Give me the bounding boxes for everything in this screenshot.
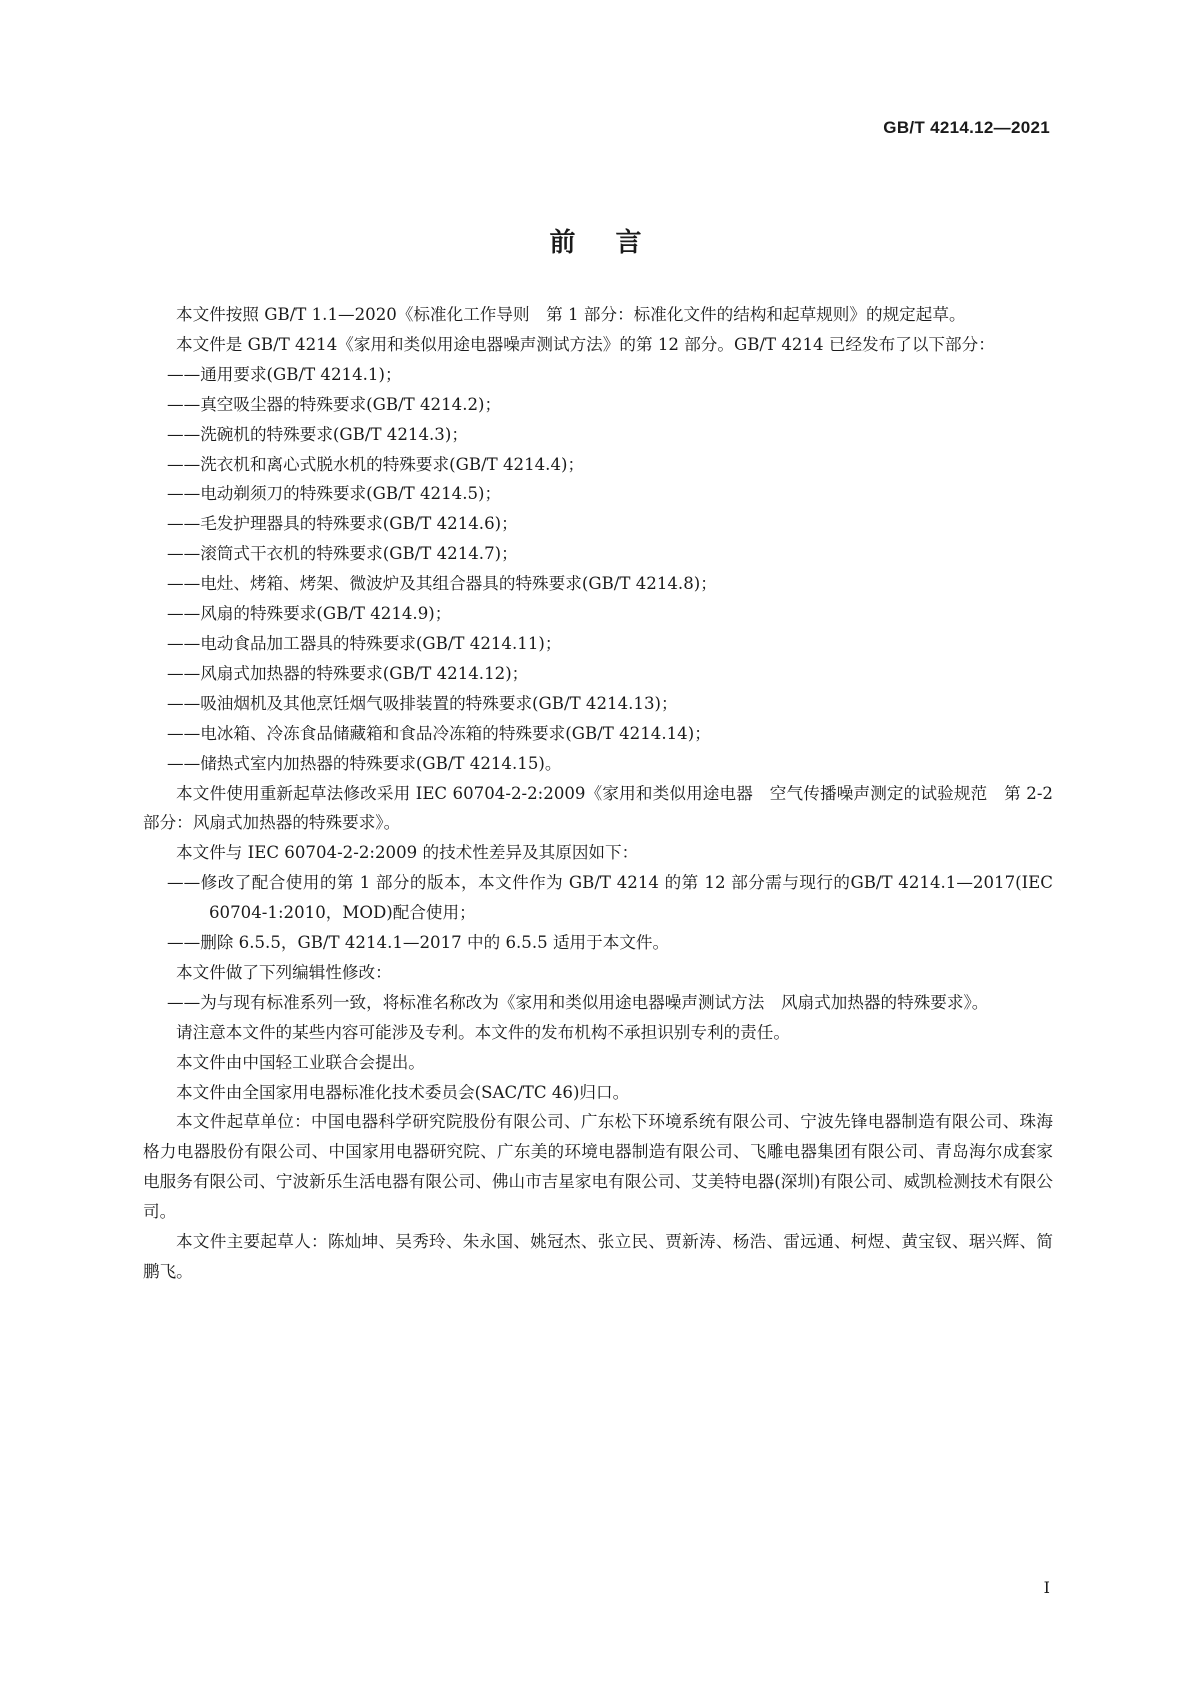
paragraph-adoption: 本文件使用重新起草法修改采用 IEC 60704-2-2:2009《家用和类似用途电器 空气传播噪声测定的试验规范 第 2-2 部分：风扇式加热器的特殊要求》。 <box>143 783 1053 833</box>
list-item: ——电冰箱、冷冻食品储藏箱和食品冷冻箱的特殊要求(GB/T 4214.14)； <box>167 723 711 743</box>
paragraph-patent: 请注意本文件的某些内容可能涉及专利。本文件的发布机构不承担识别专利的责任。 <box>176 1022 790 1042</box>
paragraph-proposer: 本文件由中国轻工业联合会提出。 <box>176 1052 425 1072</box>
standard-number: GB/T 4214.12—2021 <box>883 118 1050 137</box>
paragraph-drafting-units: 本文件起草单位：中国电器科学研究院股份有限公司、广东松下环境系统有限公司、宁波先锋电器制造有限公司、珠海格力电器股份有限公司、中国家用电器研究院、广东美的环境电器制造有限公司、飞雕电器集团有限公司、青岛海尔成套家电服务有限公司、宁波新乐生活电器有限公司、佛山市吉星家电有限公司、艾美特电器(深圳)有限公司、威凯检测技术有限公司。 <box>143 1112 1053 1222</box>
list-item: ——洗衣机和离心式脱水机的特殊要求(GB/T 4214.4)； <box>167 454 585 474</box>
page-number: I <box>1043 1578 1050 1597</box>
list-item: ——毛发护理器具的特殊要求(GB/T 4214.6)； <box>167 514 518 534</box>
list-item: ——吸油烟机及其他烹饪烟气吸排装置的特殊要求(GB/T 4214.13)； <box>167 693 678 713</box>
paragraph-differences: 本文件与 IEC 60704-2-2:2009 的技术性差异及其原因如下： <box>176 843 639 863</box>
list-item: ——风扇式加热器的特殊要求(GB/T 4214.12)； <box>167 663 529 683</box>
paragraph-editorial: 本文件做了下列编辑性修改： <box>176 962 392 982</box>
list-item: ——电灶、烤箱、烤架、微波炉及其组合器具的特殊要求(GB/T 4214.8)； <box>167 574 717 594</box>
page-title: 前言 <box>549 228 682 258</box>
list-item: ——为与现有标准系列一致，将标准名称改为《家用和类似用途电器噪声测试方法 风扇式加热器的特殊要求》。 <box>167 992 989 1012</box>
list-item: ——滚筒式干衣机的特殊要求(GB/T 4214.7)； <box>167 544 518 564</box>
paragraph-drafters: 本文件主要起草人：陈灿坤、吴秀玲、朱永国、姚冠杰、张立民、贾新涛、杨浩、雷远通、柯煜、黄宝钗、琚兴辉、简鹏飞。 <box>143 1232 1053 1281</box>
list-item: ——风扇的特殊要求(GB/T 4214.9)； <box>167 604 452 624</box>
list-item: ——电动食品加工器具的特殊要求(GB/T 4214.11)； <box>167 633 562 653</box>
paragraph-committee: 本文件由全国家用电器标准化技术委员会(SAC/TC 46)归口。 <box>176 1082 630 1102</box>
list-item: ——通用要求(GB/T 4214.1)； <box>167 364 402 384</box>
paragraph-basis: 本文件按照 GB/T 1.1—2020《标准化工作导则 第 1 部分：标准化文件的结构和起草规则》的规定起草。 <box>176 305 966 324</box>
list-item: ——修改了配合使用的第 1 部分的版本，本文件作为 GB/T 4214 的第 12 部分需与现行的GB/T 4214.1—2017(IEC 60704-1:2010，MOD)配合使用； <box>167 873 1053 923</box>
foreword-body <box>143 300 1053 1287</box>
list-item: ——电动剃须刀的特殊要求(GB/T 4214.5)； <box>167 484 502 504</box>
list-item: ——储热式室内加热器的特殊要求(GB/T 4214.15)。 <box>167 753 562 773</box>
list-item: ——删除 6.5.5，GB/T 4214.1—2017 中的 6.5.5 适用于本文件。 <box>167 933 670 953</box>
list-item: ——洗碗机的特殊要求(GB/T 4214.3)； <box>167 424 468 444</box>
paragraph-series-intro: 本文件是 GB/T 4214《家用和类似用途电器噪声测试方法》的第 12 部分。GB/T 4214 已经发布了以下部分： <box>176 334 995 354</box>
list-item: ——真空吸尘器的特殊要求(GB/T 4214.2)； <box>167 394 502 414</box>
